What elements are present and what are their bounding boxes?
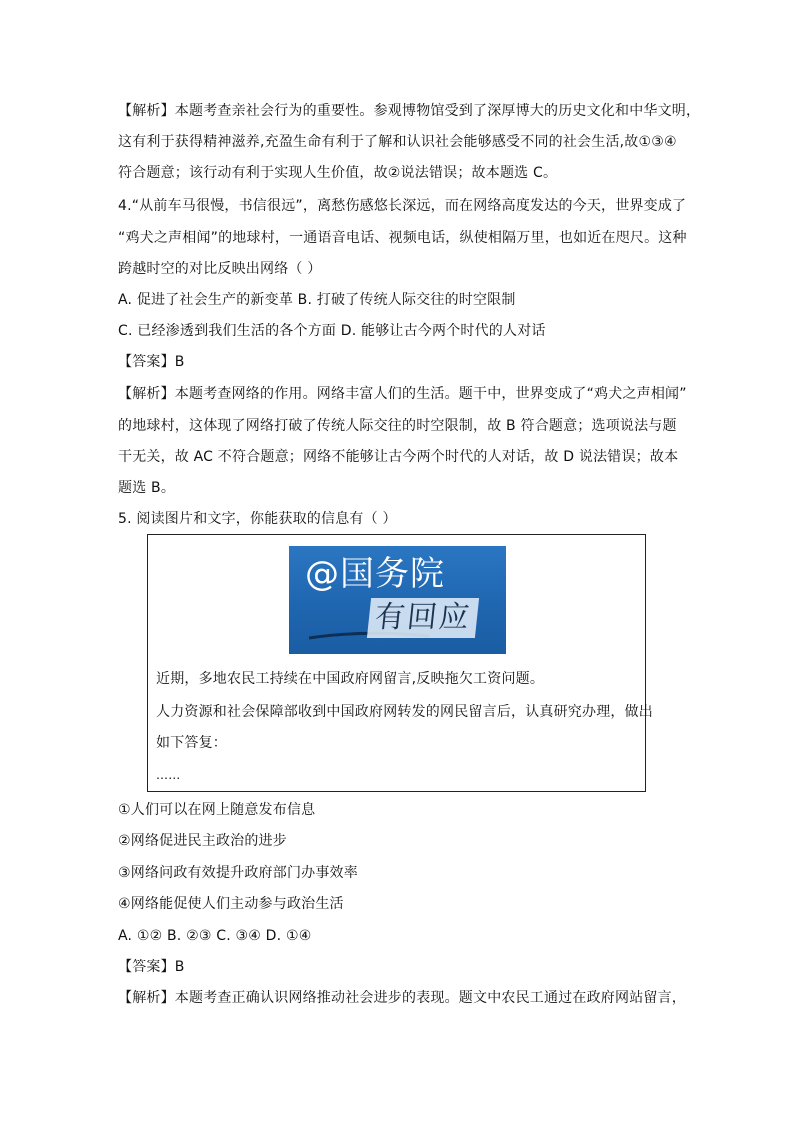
- figure-text-line-1: 近期，多地农民工持续在中国政府网留言,反映拖欠工资问题。: [156, 671, 545, 687]
- q4-options-line-2: C. 已经渗透到我们生活的各个方面 D. 能够让古今两个时代的人对话: [118, 323, 546, 339]
- q4-stem-line-3: 跨越时空的对比反映出网络（ ）: [118, 261, 322, 277]
- banner-title: @国务院: [305, 554, 445, 594]
- q4-stem-line-2: “鸡犬之声相闻”的地球村，一通语音电话、视频电话，纵使相隔万里，也如近在咫尺。这种: [118, 230, 687, 246]
- q4-analysis-line-2: 的地球村，这体现了网络打破了传统人际交往的时空限制，故 B 符合题意；选项说法与题: [118, 418, 677, 434]
- q5-item-2: ②网络促进民主政治的进步: [118, 833, 287, 849]
- q5-item-4: ④网络能促使人们主动参与政治生活: [118, 896, 344, 912]
- q5-item-3: ③网络问政有效提升政府部门办事效率: [118, 865, 358, 881]
- q4-analysis-line-1: 【解析】本题考查网络的作用。网络丰富人们的生活。题干中，世界变成了“鸡犬之声相闻”: [118, 386, 687, 402]
- q5-item-1: ①人们可以在网上随意发布信息: [118, 802, 316, 818]
- q5-answer: 【答案】B: [118, 959, 185, 975]
- figure-text-line-3: 如下答复：: [156, 735, 227, 751]
- q4-answer: 【答案】B: [118, 354, 185, 370]
- figure-text-ellipsis: ……: [156, 768, 181, 782]
- q5-analysis-line-1: 【解析】本题考查正确认识网络推动社会进步的表现。题文中农民工通过在政府网站留言，: [118, 990, 686, 1006]
- q5-figure-box: [147, 534, 653, 792]
- q5-stem: 5. 阅读图片和文字，你能获取的信息有（ ）: [118, 511, 397, 527]
- figure-text-line-2: 人力资源和社会保障部收到中国政府网转发的网民留言后，认真研究办理，做出: [156, 704, 653, 720]
- gov-reply-banner-image: [289, 546, 506, 654]
- q4-options-line-1: A. 促进了社会生产的新变革 B. 打破了传统人际交往的时空限制: [118, 292, 516, 308]
- q5-options: A. ①② B. ②③ C. ③④ D. ①④: [118, 928, 312, 944]
- q4-stem-line-1: 4.“从前车马很慢，书信很远”，离愁伤感悠长深远，而在网络高度发达的今天，世界变成了: [118, 198, 687, 214]
- prev-analysis-line-1: 【解析】本题考查亲社会行为的重要性。参观博物馆受到了深厚博大的历史文化和中华文明，: [118, 103, 701, 119]
- prev-analysis-line-3: 符合题意；该行动有利于实现人生价值，故②说法错误；故本题选 C。: [118, 165, 558, 181]
- prev-analysis-line-2: 这有利于获得精神滋养,充盈生命有利于了解和认识社会能够感受不同的社会生活,故①③④: [118, 134, 677, 150]
- banner-subtitle: 有回应: [367, 598, 479, 638]
- q4-analysis-line-4: 题选 B。: [118, 480, 176, 496]
- q4-analysis-line-3: 干无关，故 AC 不符合题意；网络不能够让古今两个时代的人对话，故 D 说法错误；故本: [118, 449, 679, 465]
